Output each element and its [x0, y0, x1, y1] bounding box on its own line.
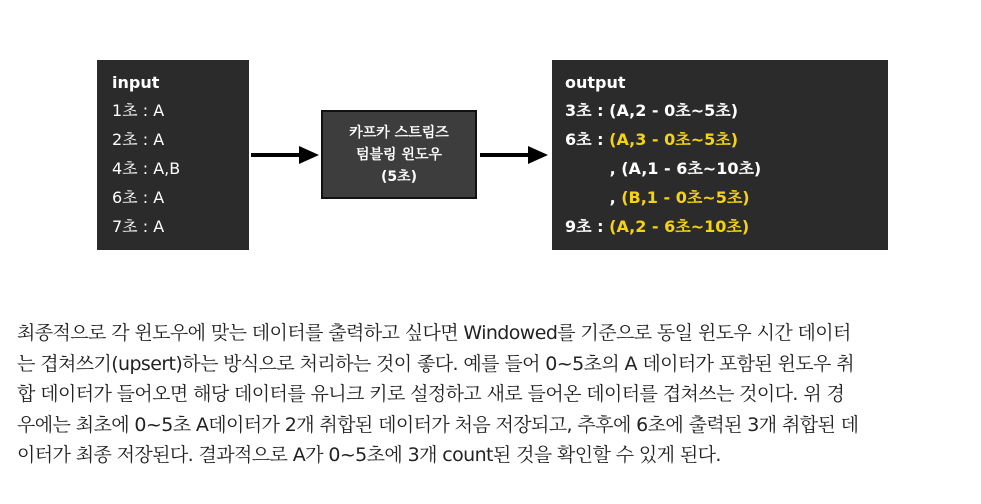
center-line: 텀블링 윈도우 [355, 146, 443, 163]
output-value: (A,1 - 6초~10초) [621, 159, 762, 178]
output-line [565, 154, 888, 183]
output-line [565, 183, 888, 212]
output-prefix: 3초 : [565, 101, 610, 120]
output-value: (A,2 - 6초~10초) [609, 217, 750, 236]
output-prefix: 9초 : [565, 217, 610, 236]
input-line: 1초 : A [112, 101, 165, 120]
input-title: input [112, 73, 160, 92]
input-line: 7초 : A [112, 217, 165, 236]
paragraph-line: 우에는 최초에 0~5초 A데이터가 2개 취합된 데이터가 처음 저장되고, 추후에 6초에 출력된 3개 취합된 데 [17, 413, 859, 436]
paragraph-line: 합 데이터가 들어오면 해당 데이터를 유니크 키로 설정하고 새로 들어온 데이터를 겹쳐쓰는 것이다. 위 경 [17, 383, 845, 405]
arrow-right-icon [249, 145, 321, 165]
arrow-right-icon [478, 145, 550, 165]
center-line: (5초) [380, 168, 418, 185]
input-line: 4초 : A,B [112, 159, 181, 178]
output-line [565, 125, 888, 154]
output-value: (A,2 - 0초~5초) [609, 101, 739, 120]
output-prefix: , [565, 188, 622, 207]
output-line [565, 96, 888, 125]
description-paragraph [17, 318, 967, 471]
output-prefix: 6초 : [565, 130, 610, 149]
output-line [565, 212, 888, 241]
output-box [552, 60, 888, 250]
input-line: 6초 : A [112, 188, 165, 207]
kafka-streams-box [321, 110, 477, 199]
output-value: (A,3 - 0초~5초) [609, 130, 739, 149]
paragraph-line: 는 겹쳐쓰기(upsert)하는 방식으로 처리하는 것이 좋다. 예를 들어 0~5초의 A 데이터가 포함된 윈도우 취 [17, 352, 854, 375]
input-line: 2초 : A [112, 130, 165, 149]
paragraph-line: 최종적으로 각 윈도우에 맞는 데이터를 출력하고 싶다면 Windowed를 기준으로 동일 윈도우 시간 데이터 [17, 322, 851, 344]
center-line: 카프카 스트림즈 [349, 124, 449, 141]
output-title: output [565, 73, 626, 92]
paragraph-line: 이터가 최종 저장된다. 결과적으로 A가 0~5초에 3개 count된 것을 확인할 수 있게 된다. [17, 444, 721, 466]
output-prefix: , [565, 159, 622, 178]
input-box [97, 60, 249, 250]
output-value: (B,1 - 0초~5초) [621, 188, 750, 207]
